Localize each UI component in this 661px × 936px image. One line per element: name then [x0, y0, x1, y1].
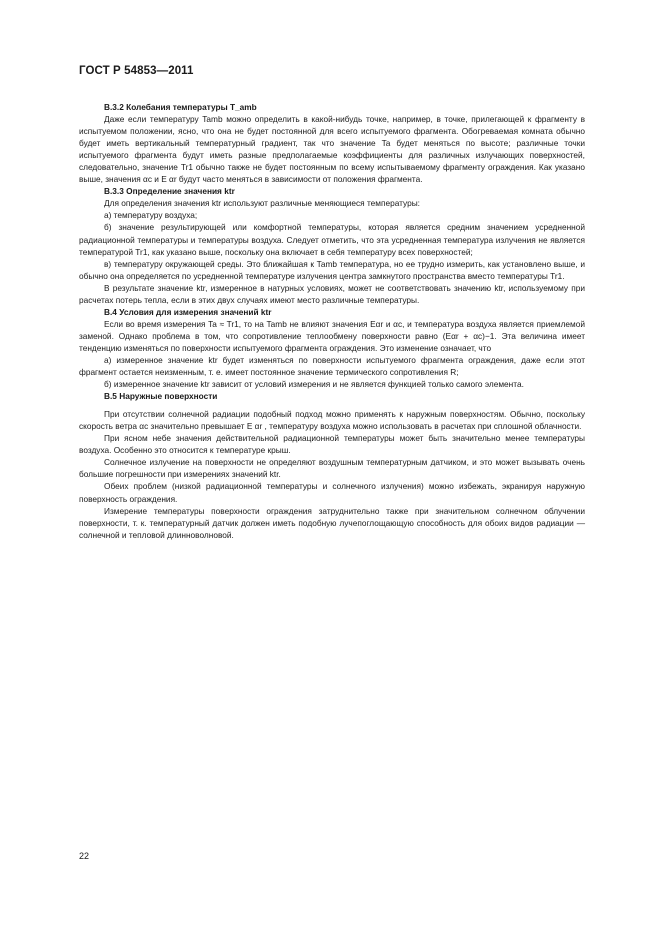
list-item: б) измеренное значение ktr зависит от условий измерения и не является функцией только самого элемента. — [104, 379, 524, 390]
paragraph: Измерение температуры поверхности ограждения затруднительно также при значительном солнечном облучении поверхности, т. к. температурный датчик должен иметь подобную лучепоглощающую способность для обоих видов радиации — солнечной и тепловой длинноволновой. — [79, 505, 585, 540]
paragraph: Обеих проблем (низкой радиационной температуры и солнечного излучения) можно избежать, экранируя наружную поверхность ограждения. — [79, 481, 585, 504]
paragraph: Даже если температуру Tamb можно определить в какой-нибудь точке, например, в точке, прилегающей к фрагменту в испытуемом положении, ясно, что она не будет постоянной для всего испытуемого фрагмента. Обогреваемая комната обычно будет иметь вертикальный температурный градиент, так что значение Ta будет меняться по высоте; различные точки испытуемого фрагмента будут иметь разные предполагаемые коэффициенты для различных излучающих поверхностей, следовательно, значение Tr1 обычно также не будет постоянным по всему испытываемому фрагменту ограждения. Как указано выше, значения αc и E αr будут часто меняться в зависимости от положения фрагмента. — [79, 114, 585, 185]
page-number: 22 — [79, 851, 90, 861]
paragraph: В результате значение ktr, измеренное в натурных условиях, может не соответствовать значению ktr, используемому при расчетах потерь тепла, если в этих двух случаях имеют место различные температуры. — [79, 282, 585, 305]
section-heading-b32: В.3.2 Колебания температуры T_amb — [104, 102, 257, 112]
section-heading-b4: В.4 Условия для измерения значений ktr — [104, 306, 272, 317]
paragraph: При отсутствии солнечной радиации подобный подход можно применять к наружным поверхностям. Обычно, поскольку скорость ветра αc значительно превышает E αr , температуру воздуха можно использовать в расчетах при сплошной облачности. — [79, 409, 585, 432]
paragraph: Если во время измерения Ta ≈ Tr1, то на Tamb не влияют значения Eαr и αc, и температура воздуха является приемлемой заменой. Однако проблема в том, что сопротивление теплообмену поверхности равно (Eαr + αc)−1. Эта величина имеет тенденцию изменяться по поверхности испытуемого фрагмента ограждения. Это изменение означает, что — [79, 318, 585, 353]
section-heading-b33: В.3.3 Определение значения ktr — [104, 186, 235, 197]
paragraph: Для определения значения ktr используют различные меняющиеся температуры: — [104, 198, 420, 209]
section-heading-b5: В.5 Наружные поверхности — [104, 391, 218, 402]
body-text — [79, 101, 585, 541]
paragraph: При ясном небе значения действительной радиационной температуры может быть значительно менее температуры воздуха. Особенно это относится к температуре крыш. — [79, 433, 585, 456]
list-item: а) температуру воздуха; — [104, 210, 198, 221]
list-item: а) измеренное значение ktr будет изменяться по поверхности испытуемого фрагмента ограждения, даже если этот фрагмент остается неизменным, т. е. имеет постоянное значение термического сопротивления R; — [79, 354, 585, 378]
paragraph: Солнечное излучение на поверхности не определяют воздушным температурным датчиком, и это может вызывать очень большие погрешности при измерениях значений ktr. — [79, 457, 585, 480]
list-item: в) температуру окружающей среды. Это ближайшая к Tamb температура, но ее трудно измерить, как установлено выше, и обычно она определяется по усредненной температуре излучения центра замкнутого пространства вместо температуры Tr1. — [79, 258, 585, 281]
document-header: ГОСТ Р 54853—2011 — [79, 65, 194, 77]
list-item: б) значение результирующей или комфортной температуры, которая является средним значением усредненной радиационной температуры и температуры воздуха. Следует отметить, что эта усредненная температура излучения не является температурой Tr1, как указано выше, поскольку она включает в себя температуру всех поверхностей; — [79, 222, 585, 257]
